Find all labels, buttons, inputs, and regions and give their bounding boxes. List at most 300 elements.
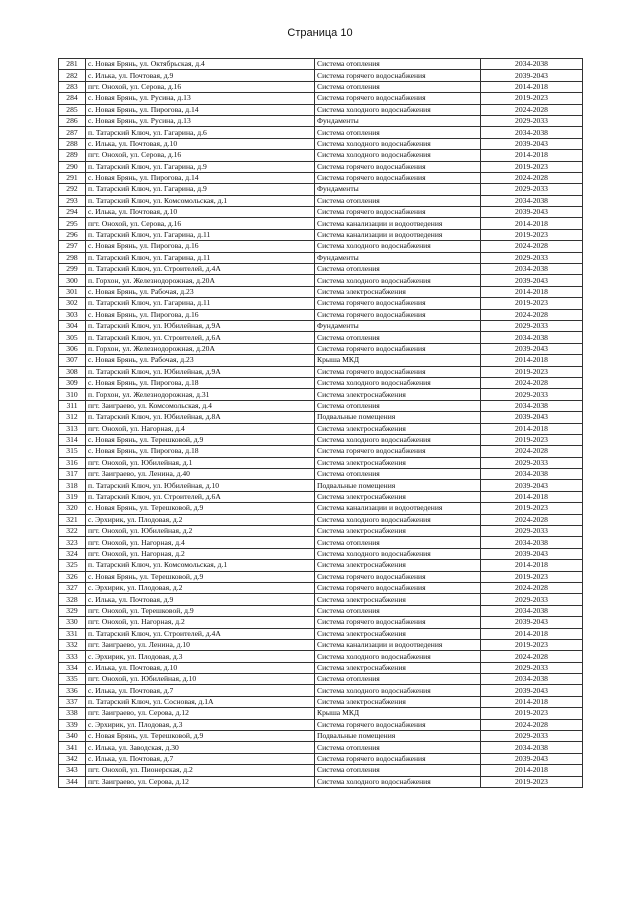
table-row: [59, 742, 583, 753]
system-cell: Система горячего водоснабжения: [315, 93, 481, 104]
table-row: [59, 218, 583, 229]
table-row: [59, 241, 583, 252]
system-cell: Система электроснабжения: [315, 560, 481, 571]
period-cell: 2019-2023: [481, 639, 583, 650]
system-cell: Система холодного водоснабжения: [315, 104, 481, 115]
system-cell: Система отопления: [315, 81, 481, 92]
system-cell: Система канализации и водоотведения: [315, 229, 481, 240]
period-cell: 2034-2038: [481, 332, 583, 343]
system-cell: Система отопления: [315, 127, 481, 138]
table-row: [59, 400, 583, 411]
row-number: 287: [59, 127, 86, 138]
table-row: [59, 93, 583, 104]
table-row: [59, 207, 583, 218]
period-cell: 2024-2028: [481, 172, 583, 183]
address-cell: с. Илька, ул. Заводская, д.30: [86, 742, 315, 753]
system-cell: Система отопления: [315, 332, 481, 343]
system-cell: Система холодного водоснабжения: [315, 776, 481, 787]
row-number: 300: [59, 275, 86, 286]
period-cell: 2014-2018: [481, 81, 583, 92]
period-cell: 2014-2018: [481, 423, 583, 434]
address-cell: п. Горхон, ул. Железнодорожная, д.20А: [86, 343, 315, 354]
row-number: 313: [59, 423, 86, 434]
period-cell: 2024-2028: [481, 514, 583, 525]
system-cell: Система отопления: [315, 605, 481, 616]
system-cell: Система отопления: [315, 469, 481, 480]
address-cell: п. Татарский Ключ, ул. Строителей, д.4А: [86, 628, 315, 639]
address-cell: пгт. Заиграево, ул. Ленина, д.10: [86, 639, 315, 650]
period-cell: 2029-2033: [481, 320, 583, 331]
address-cell: пгт. Онохой, ул. Серова, д.16: [86, 81, 315, 92]
period-cell: 2014-2018: [481, 218, 583, 229]
row-number: 318: [59, 480, 86, 491]
period-cell: 2014-2018: [481, 765, 583, 776]
address-cell: пгт. Заиграево, ул. Серова, д.12: [86, 708, 315, 719]
address-cell: п. Татарский Ключ, ул. Строителей, д.6А: [86, 491, 315, 502]
period-cell: 2034-2038: [481, 195, 583, 206]
address-cell: п. Горхон, ул. Железнодорожная, д.31: [86, 389, 315, 400]
address-cell: пгт. Онохой, ул. Терешковой, д.9: [86, 605, 315, 616]
period-cell: 2024-2028: [481, 309, 583, 320]
address-cell: с. Илька, ул. Почтовая, д.7: [86, 685, 315, 696]
row-number: 310: [59, 389, 86, 400]
row-number: 311: [59, 400, 86, 411]
address-cell: с. Новая Брянь, ул. Пирогова, д.18: [86, 377, 315, 388]
system-cell: Система горячего водоснабжения: [315, 719, 481, 730]
table-row: [59, 651, 583, 662]
address-cell: п. Татарский Ключ, ул. Сосновая, д.1А: [86, 696, 315, 707]
address-cell: пгт. Онохой, ул. Серова, д.16: [86, 218, 315, 229]
table-row: [59, 480, 583, 491]
table-row: [59, 355, 583, 366]
address-cell: с. Новая Брянь, ул. Рабочая, д.23: [86, 286, 315, 297]
table-row: [59, 195, 583, 206]
system-cell: Система горячего водоснабжения: [315, 70, 481, 81]
row-number: 295: [59, 218, 86, 229]
period-cell: 2029-2033: [481, 731, 583, 742]
address-cell: с. Новая Брянь, ул. Русина, д.13: [86, 115, 315, 126]
system-cell: Система отопления: [315, 59, 481, 70]
row-number: 301: [59, 286, 86, 297]
system-cell: Фундаменты: [315, 320, 481, 331]
table-row: [59, 639, 583, 650]
address-cell: с. Новая Брянь, ул. Рабочая, д.23: [86, 355, 315, 366]
address-cell: пгт. Онохой, ул. Юбилейная, д.2: [86, 526, 315, 537]
row-number: 317: [59, 469, 86, 480]
address-cell: п. Татарский Ключ, ул. Юбилейная, д.9А: [86, 320, 315, 331]
system-cell: Система отопления: [315, 537, 481, 548]
row-number: 283: [59, 81, 86, 92]
table-row: [59, 503, 583, 514]
period-cell: 2014-2018: [481, 286, 583, 297]
period-cell: 2034-2038: [481, 742, 583, 753]
row-number: 330: [59, 617, 86, 628]
row-number: 281: [59, 59, 86, 70]
address-cell: п. Татарский Ключ, ул. Гагарина, д.6: [86, 127, 315, 138]
address-cell: с. Илька, ул. Почтовая, д.9: [86, 70, 315, 81]
address-cell: пгт. Онохой, ул. Нагорная, д.2: [86, 548, 315, 559]
row-number: 302: [59, 298, 86, 309]
address-cell: пгт. Онохой, ул. Пионерская, д.2: [86, 765, 315, 776]
period-cell: 2034-2038: [481, 469, 583, 480]
address-cell: с. Эрхирик, ул. Плодовая, д.2: [86, 514, 315, 525]
period-cell: 2034-2038: [481, 674, 583, 685]
table-row: [59, 104, 583, 115]
system-cell: Крыша МКД: [315, 708, 481, 719]
table-row: [59, 423, 583, 434]
table-row: [59, 617, 583, 628]
table-row: [59, 309, 583, 320]
period-cell: 2039-2043: [481, 70, 583, 81]
table-row: [59, 731, 583, 742]
table-row: [59, 548, 583, 559]
row-number: 308: [59, 366, 86, 377]
period-cell: 2039-2043: [481, 412, 583, 423]
table-row: [59, 286, 583, 297]
system-cell: Система горячего водоснабжения: [315, 343, 481, 354]
period-cell: 2019-2023: [481, 434, 583, 445]
table-row: [59, 264, 583, 275]
period-cell: 2024-2028: [481, 719, 583, 730]
row-number: 323: [59, 537, 86, 548]
period-cell: 2029-2033: [481, 526, 583, 537]
period-cell: 2034-2038: [481, 264, 583, 275]
table-row: [59, 571, 583, 582]
table-row: [59, 582, 583, 593]
address-cell: п. Горхон, ул. Железнодорожная, д.20А: [86, 275, 315, 286]
address-cell: п. Татарский Ключ, ул. Юбилейная, д.8А: [86, 412, 315, 423]
row-number: 341: [59, 742, 86, 753]
period-cell: 2019-2023: [481, 93, 583, 104]
address-cell: пгт. Заиграево, ул. Комсомольская, д.4: [86, 400, 315, 411]
address-cell: пгт. Заиграево, ул. Серова, д.12: [86, 776, 315, 787]
address-cell: п. Татарский Ключ, ул. Юбилейная, д.10: [86, 480, 315, 491]
system-cell: Система холодного водоснабжения: [315, 275, 481, 286]
system-cell: Система отопления: [315, 400, 481, 411]
row-number: 286: [59, 115, 86, 126]
system-cell: Система горячего водоснабжения: [315, 582, 481, 593]
address-cell: с. Илька, ул. Почтовая, д.9: [86, 594, 315, 605]
period-cell: 2039-2043: [481, 343, 583, 354]
address-cell: пгт. Онохой, ул. Юбилейная, д.1: [86, 457, 315, 468]
system-cell: Система горячего водоснабжения: [315, 298, 481, 309]
address-cell: с. Новая Брянь, ул. Терешковой, д.9: [86, 731, 315, 742]
period-cell: 2024-2028: [481, 377, 583, 388]
table-row: [59, 343, 583, 354]
period-cell: 2039-2043: [481, 548, 583, 559]
system-cell: Система горячего водоснабжения: [315, 366, 481, 377]
row-number: 315: [59, 446, 86, 457]
address-cell: с. Эрхирик, ул. Плодовая, д.2: [86, 582, 315, 593]
system-cell: Система электроснабжения: [315, 662, 481, 673]
row-number: 329: [59, 605, 86, 616]
system-cell: Система холодного водоснабжения: [315, 651, 481, 662]
period-cell: 2029-2033: [481, 457, 583, 468]
row-number: 320: [59, 503, 86, 514]
system-cell: Фундаменты: [315, 184, 481, 195]
row-number: 335: [59, 674, 86, 685]
row-number: 291: [59, 172, 86, 183]
table-row: [59, 776, 583, 787]
system-cell: Система холодного водоснабжения: [315, 434, 481, 445]
row-number: 285: [59, 104, 86, 115]
period-cell: 2024-2028: [481, 446, 583, 457]
row-number: 305: [59, 332, 86, 343]
system-cell: Система горячего водоснабжения: [315, 309, 481, 320]
address-cell: п. Татарский Ключ, ул. Строителей, д.4А: [86, 264, 315, 275]
period-cell: 2034-2038: [481, 127, 583, 138]
address-cell: п. Татарский Ключ, ул. Комсомольская, д.1: [86, 195, 315, 206]
row-number: 294: [59, 207, 86, 218]
row-number: 343: [59, 765, 86, 776]
system-cell: Система электроснабжения: [315, 389, 481, 400]
system-cell: Фундаменты: [315, 115, 481, 126]
row-number: 296: [59, 229, 86, 240]
table-row: [59, 412, 583, 423]
period-cell: 2034-2038: [481, 605, 583, 616]
system-cell: Система горячего водоснабжения: [315, 161, 481, 172]
table-row: [59, 491, 583, 502]
period-cell: 2019-2023: [481, 708, 583, 719]
address-cell: пгт. Онохой, ул. Серова, д.16: [86, 150, 315, 161]
capital-repair-table: [58, 58, 583, 788]
row-number: 338: [59, 708, 86, 719]
address-cell: пгт. Онохой, ул. Юбилейная, д.10: [86, 674, 315, 685]
period-cell: 2034-2038: [481, 537, 583, 548]
table-row: [59, 389, 583, 400]
address-cell: с. Новая Брянь, ул. Пирогова, д.14: [86, 172, 315, 183]
address-cell: п. Татарский Ключ, ул. Гагарина, д.11: [86, 252, 315, 263]
address-cell: с. Илька, ул. Почтовая, д.7: [86, 753, 315, 764]
address-cell: с. Новая Брянь, ул. Пирогова, д.16: [86, 309, 315, 320]
period-cell: 2019-2023: [481, 161, 583, 172]
table-row: [59, 252, 583, 263]
table-row: [59, 457, 583, 468]
table-row: [59, 537, 583, 548]
table-row: [59, 628, 583, 639]
system-cell: Система электроснабжения: [315, 286, 481, 297]
system-cell: Система электроснабжения: [315, 457, 481, 468]
system-cell: Система холодного водоснабжения: [315, 514, 481, 525]
system-cell: Система электроснабжения: [315, 526, 481, 537]
table-row: [59, 708, 583, 719]
table-row: [59, 696, 583, 707]
system-cell: Система канализации и водоотведения: [315, 218, 481, 229]
address-cell: п. Татарский Ключ, ул. Юбилейная, д.9А: [86, 366, 315, 377]
address-cell: с. Новая Брянь, ул. Терешковой, д.9: [86, 503, 315, 514]
row-number: 299: [59, 264, 86, 275]
period-cell: 2034-2038: [481, 59, 583, 70]
row-number: 309: [59, 377, 86, 388]
table-row: [59, 377, 583, 388]
table-row: [59, 70, 583, 81]
system-cell: Система отопления: [315, 674, 481, 685]
row-number: 340: [59, 731, 86, 742]
page-title: Страница 10: [287, 27, 353, 39]
address-cell: п. Татарский Ключ, ул. Комсомольская, д.1: [86, 560, 315, 571]
period-cell: 2029-2033: [481, 594, 583, 605]
table-row: [59, 275, 583, 286]
table-row: [59, 434, 583, 445]
period-cell: 2034-2038: [481, 400, 583, 411]
table-row: [59, 298, 583, 309]
period-cell: 2039-2043: [481, 617, 583, 628]
period-cell: 2039-2043: [481, 480, 583, 491]
row-number: 325: [59, 560, 86, 571]
address-cell: с. Эрхирик, ул. Плодовая, д.3: [86, 651, 315, 662]
address-cell: п. Татарский Ключ, ул. Гагарина, д.11: [86, 298, 315, 309]
period-cell: 2039-2043: [481, 685, 583, 696]
table-row: [59, 685, 583, 696]
row-number: 334: [59, 662, 86, 673]
system-cell: Система электроснабжения: [315, 423, 481, 434]
system-cell: Подвальные помещения: [315, 480, 481, 491]
system-cell: Система горячего водоснабжения: [315, 617, 481, 628]
period-cell: 2024-2028: [481, 651, 583, 662]
system-cell: Система электроснабжения: [315, 628, 481, 639]
system-cell: Система холодного водоснабжения: [315, 150, 481, 161]
row-number: 316: [59, 457, 86, 468]
row-number: 336: [59, 685, 86, 696]
address-cell: с. Новая Брянь, ул. Русина, д.13: [86, 93, 315, 104]
table-row: [59, 719, 583, 730]
period-cell: 2024-2028: [481, 104, 583, 115]
system-cell: Система холодного водоснабжения: [315, 685, 481, 696]
table-row: [59, 560, 583, 571]
address-cell: п. Татарский Ключ, ул. Строителей, д.6А: [86, 332, 315, 343]
table-row: [59, 446, 583, 457]
address-cell: с. Новая Брянь, ул. Пирогова, д.14: [86, 104, 315, 115]
row-number: 337: [59, 696, 86, 707]
period-cell: 2024-2028: [481, 582, 583, 593]
row-number: 290: [59, 161, 86, 172]
address-cell: пгт. Онохой, ул. Нагорная, д.2: [86, 617, 315, 628]
row-number: 284: [59, 93, 86, 104]
period-cell: 2029-2033: [481, 252, 583, 263]
system-cell: Система холодного водоснабжения: [315, 377, 481, 388]
table-row: [59, 605, 583, 616]
system-cell: Система электроснабжения: [315, 696, 481, 707]
row-number: 344: [59, 776, 86, 787]
table-row: [59, 662, 583, 673]
table-row: [59, 161, 583, 172]
row-number: 319: [59, 491, 86, 502]
period-cell: 2014-2018: [481, 355, 583, 366]
period-cell: 2019-2023: [481, 366, 583, 377]
period-cell: 2029-2033: [481, 184, 583, 195]
system-cell: Система отопления: [315, 742, 481, 753]
address-cell: с. Илька, ул. Почтовая, д.10: [86, 207, 315, 218]
table-row: [59, 59, 583, 70]
table-row: [59, 366, 583, 377]
row-number: 324: [59, 548, 86, 559]
system-cell: Система канализации и водоотведения: [315, 639, 481, 650]
address-cell: с. Новая Брянь, ул. Октябрьская, д.4: [86, 59, 315, 70]
system-cell: Система холодного водоснабжения: [315, 138, 481, 149]
system-cell: Система отопления: [315, 264, 481, 275]
row-number: 292: [59, 184, 86, 195]
period-cell: 2039-2043: [481, 207, 583, 218]
address-cell: с. Илька, ул. Почтовая, д.10: [86, 662, 315, 673]
address-cell: п. Татарский Ключ, ул. Гагарина, д.9: [86, 161, 315, 172]
system-cell: Система канализации и водоотведения: [315, 503, 481, 514]
system-cell: Система горячего водоснабжения: [315, 207, 481, 218]
row-number: 307: [59, 355, 86, 366]
system-cell: Система горячего водоснабжения: [315, 446, 481, 457]
row-number: 322: [59, 526, 86, 537]
row-number: 339: [59, 719, 86, 730]
period-cell: 2029-2033: [481, 115, 583, 126]
period-cell: 2024-2028: [481, 241, 583, 252]
system-cell: Система отопления: [315, 765, 481, 776]
row-number: 328: [59, 594, 86, 605]
table-row: [59, 674, 583, 685]
table-row: [59, 469, 583, 480]
period-cell: 2014-2018: [481, 628, 583, 639]
row-number: 306: [59, 343, 86, 354]
row-number: 289: [59, 150, 86, 161]
address-cell: с. Илька, ул. Почтовая, д.10: [86, 138, 315, 149]
address-cell: пгт. Заиграево, ул. Ленина, д.40: [86, 469, 315, 480]
period-cell: 2029-2033: [481, 389, 583, 400]
table-row: [59, 115, 583, 126]
address-cell: пгт. Онохой, ул. Нагорная, д.4: [86, 537, 315, 548]
table-row: [59, 332, 583, 343]
table-row: [59, 526, 583, 537]
table-row: [59, 138, 583, 149]
row-number: 293: [59, 195, 86, 206]
address-cell: п. Татарский Ключ, ул. Гагарина, д.11: [86, 229, 315, 240]
address-cell: с. Новая Брянь, ул. Терешковой, д.9: [86, 434, 315, 445]
table-row: [59, 172, 583, 183]
period-cell: 2014-2018: [481, 491, 583, 502]
address-cell: с. Новая Брянь, ул. Терешковой, д.9: [86, 571, 315, 582]
table-row: [59, 753, 583, 764]
row-number: 332: [59, 639, 86, 650]
table-body: [59, 59, 583, 788]
address-cell: с. Новая Брянь, ул. Пирогова, д.18: [86, 446, 315, 457]
row-number: 297: [59, 241, 86, 252]
system-cell: Подвальные помещения: [315, 412, 481, 423]
table-row: [59, 320, 583, 331]
table-row: [59, 765, 583, 776]
row-number: 288: [59, 138, 86, 149]
address-cell: пгт. Онохой, ул. Нагорная, д.4: [86, 423, 315, 434]
address-cell: с. Новая Брянь, ул. Пирогова, д.16: [86, 241, 315, 252]
period-cell: 2014-2018: [481, 560, 583, 571]
period-cell: 2014-2018: [481, 150, 583, 161]
system-cell: Система электроснабжения: [315, 594, 481, 605]
system-cell: Система горячего водоснабжения: [315, 172, 481, 183]
system-cell: Система холодного водоснабжения: [315, 241, 481, 252]
period-cell: 2039-2043: [481, 753, 583, 764]
address-cell: п. Татарский Ключ, ул. Гагарина, д.9: [86, 184, 315, 195]
system-cell: Система горячего водоснабжения: [315, 571, 481, 582]
period-cell: 2019-2023: [481, 503, 583, 514]
row-number: 298: [59, 252, 86, 263]
period-cell: 2039-2043: [481, 275, 583, 286]
table-row: [59, 184, 583, 195]
address-cell: с. Эрхирик, ул. Плодовая, д.3: [86, 719, 315, 730]
row-number: 312: [59, 412, 86, 423]
row-number: 326: [59, 571, 86, 582]
row-number: 333: [59, 651, 86, 662]
table-row: [59, 81, 583, 92]
table-row: [59, 150, 583, 161]
system-cell: Система холодного водоснабжения: [315, 548, 481, 559]
period-cell: 2039-2043: [481, 138, 583, 149]
period-cell: 2014-2018: [481, 696, 583, 707]
